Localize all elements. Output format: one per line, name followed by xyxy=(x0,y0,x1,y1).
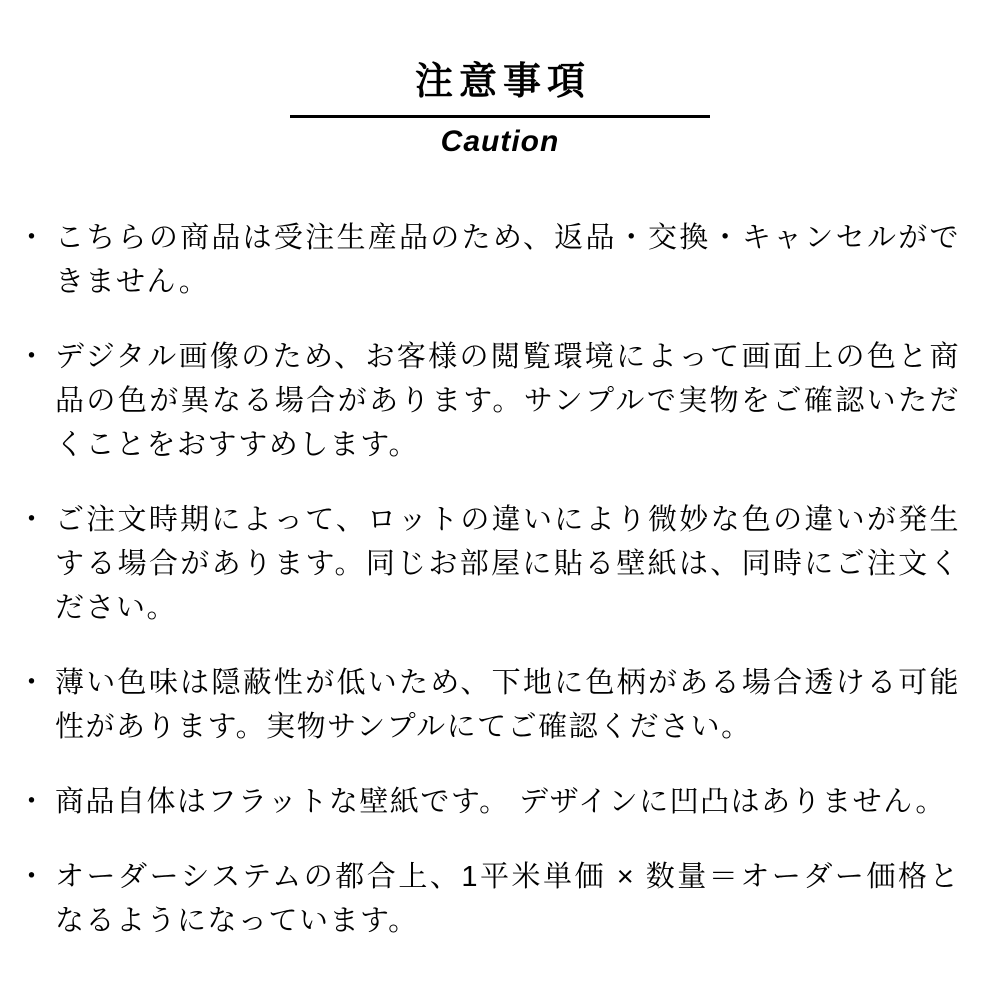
bullet-icon: ・ xyxy=(16,221,46,254)
caution-item-text: ご注文時期によって、ロットの違いにより微妙な色の違いが発生する場合があります。同じお部屋に貼る壁紙は、同時にご注文ください。 xyxy=(55,503,960,624)
bullet-icon: ・ xyxy=(16,860,46,893)
page-header xyxy=(0,0,1000,159)
caution-item-text: こちらの商品は受注生産品のため、返品・交換・キャンセルができません。 xyxy=(55,221,960,298)
page-subtitle: Caution xyxy=(440,124,560,158)
list-item xyxy=(8,780,960,824)
caution-item-text: 薄い色味は隠蔽性が低いため、下地に色柄がある場合透ける可能性があります。実物サンプルにてご確認ください。 xyxy=(55,666,960,743)
page-title: 注意事項 xyxy=(414,61,591,103)
caution-list xyxy=(8,216,960,943)
list-item xyxy=(8,661,960,749)
bullet-icon: ・ xyxy=(16,666,46,699)
list-item xyxy=(8,216,960,304)
caution-item-text: デジタル画像のため、お客様の閲覧環境によって画面上の色と商品の色が異なる場合があります。サンプルで実物をご確認いただくことをおすすめします。 xyxy=(55,340,960,461)
bullet-icon: ・ xyxy=(16,785,46,818)
list-item xyxy=(8,498,960,630)
list-item xyxy=(8,855,960,943)
bullet-icon: ・ xyxy=(16,340,46,373)
caution-item-text: オーダーシステムの都合上、1平米単価 × 数量＝オーダー価格となるようになっています。 xyxy=(55,860,960,937)
caution-item-text: 商品自体はフラットな壁紙です。 デザインに凹凸はありません。 xyxy=(55,785,946,818)
bullet-icon: ・ xyxy=(16,503,46,536)
title-underline-divider xyxy=(290,115,710,118)
list-item xyxy=(8,335,960,467)
